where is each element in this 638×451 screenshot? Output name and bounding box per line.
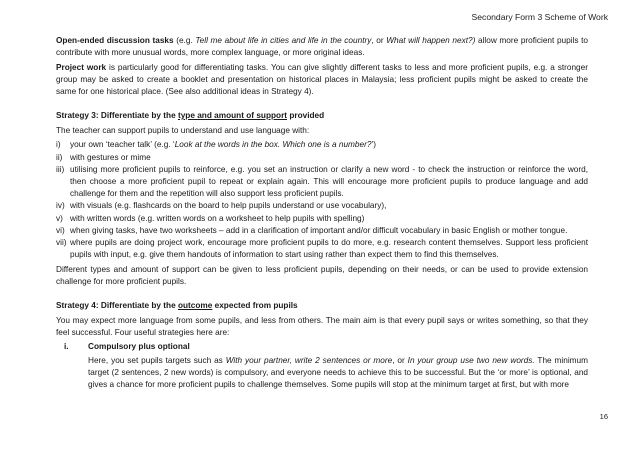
list-number: i): [56, 140, 61, 150]
list-number: iii): [56, 164, 65, 174]
list-text: utilising more proficient pupils to reinforce, e.g. you set an instruction or clarify a new word - to check the instruction or reinforce the word, then choose a more proficient pupil to repeat or explain again. This will encourage more proficient pupils to produce language and add challenge for them and the repetition will also support less proficient pupils.: [70, 164, 588, 199]
support-list: [56, 139, 588, 261]
compulsory-optional-text: Here, you set pupils targets such as With your partner, write 2 sentences or more, or In your group use two new words. The minimum target (2 sentences, 2 new words) is compulsory, and everyone needs to achieve this to be successful. But the ‘or more’ is optional, and gives a chance for more proficient pupils to challenge themselves. Some pupils will stop at the minimum target at first, but with more: [88, 355, 588, 390]
subheading-compulsory-optional: [56, 341, 588, 353]
page-number: 16: [599, 412, 608, 421]
heading-underlined: outcome: [177, 300, 213, 310]
list-item: [56, 139, 588, 151]
list-text: with visuals (e.g. flashcards on the board to help pupils understand or use vocabulary),: [70, 201, 387, 211]
text-span: is particularly good for differentiating tasks. You can give slightly different tasks to less and more proficient pupils, e.g. a stronger group may be asked to create a booklet and presentation on historical places in Malaysia; less proficient pupils might be asked to create the same for one historical place. (See also additional ideas in Strategy 4).: [56, 62, 588, 97]
text-span: , or: [371, 36, 387, 45]
heading-underlined: type and amount of support: [177, 111, 288, 121]
list-item: [56, 152, 588, 164]
strategy-3-closing: Different types and amount of support can be given to less proficient pupils, depending on their needs, or can be used to provide extension challenge for more proficient pupils.: [56, 264, 588, 287]
list-text: your own ‘teacher talk’ (e.g. ‘Look at the words in the box. Which one is a number?’): [70, 140, 377, 150]
list-text: with gestures or mime: [70, 152, 151, 162]
paragraph-open-ended-tasks: [56, 35, 588, 59]
heading-text: expected from pupils: [212, 300, 298, 310]
heading-text: provided: [287, 111, 325, 121]
list-item: [56, 213, 588, 225]
strategy-4-intro: You may expect more language from some pupils, and less from others. The main aim is that every pupil says or writes something, so that they feel successful. Four useful strategies here are:: [56, 315, 588, 337]
list-item: [56, 225, 588, 237]
example-text: Tell me about life in cities and life in the country: [195, 36, 372, 45]
list-text: where pupils are doing project work, encourage more proficient pupils to do more, e.g. research content themselves. Support less proficient pupils with input, e.g. give them handouts of information to start using rather than expect them to find this themselves.: [70, 238, 588, 260]
list-item: [56, 200, 588, 212]
list-number: iv): [56, 201, 65, 211]
page-content: [56, 35, 588, 394]
running-header: Secondary Form 3 Scheme of Work: [471, 12, 608, 22]
subheading-title: Compulsory plus optional: [88, 342, 190, 352]
strategy-3-heading: [56, 110, 588, 122]
list-item: [56, 237, 588, 261]
text-span: allow more proficient pupils to contribute with more unusual words, more complex language, or more original ideas.: [56, 36, 589, 58]
list-number: ii): [56, 152, 63, 162]
example-text: What will happen next?): [386, 36, 476, 45]
lead-term: Project work: [56, 62, 107, 72]
list-number: vii): [56, 238, 67, 248]
strategy-3-intro: The teacher can support pupils to understand and use language with:: [56, 125, 310, 135]
lead-term: Open-ended discussion tasks: [56, 36, 174, 45]
list-text: when giving tasks, have two worksheets – add in a clarification of important and/or difficult vocabulary in basic English or mother tongue.: [70, 225, 568, 235]
heading-text: Strategy 3: Differentiate by the: [56, 111, 178, 121]
list-item: [56, 164, 588, 201]
list-number: v): [56, 213, 63, 223]
heading-text: Strategy 4: Differentiate by the: [56, 300, 178, 310]
text-span: (e.g.: [173, 36, 196, 45]
list-number: vi): [56, 225, 65, 235]
strategy-4-heading: [56, 300, 588, 312]
paragraph-project-work: [56, 62, 588, 99]
subheading-number: i.: [64, 342, 69, 352]
list-text: with written words (e.g. written words on a worksheet to help pupils with spelling): [70, 213, 365, 223]
